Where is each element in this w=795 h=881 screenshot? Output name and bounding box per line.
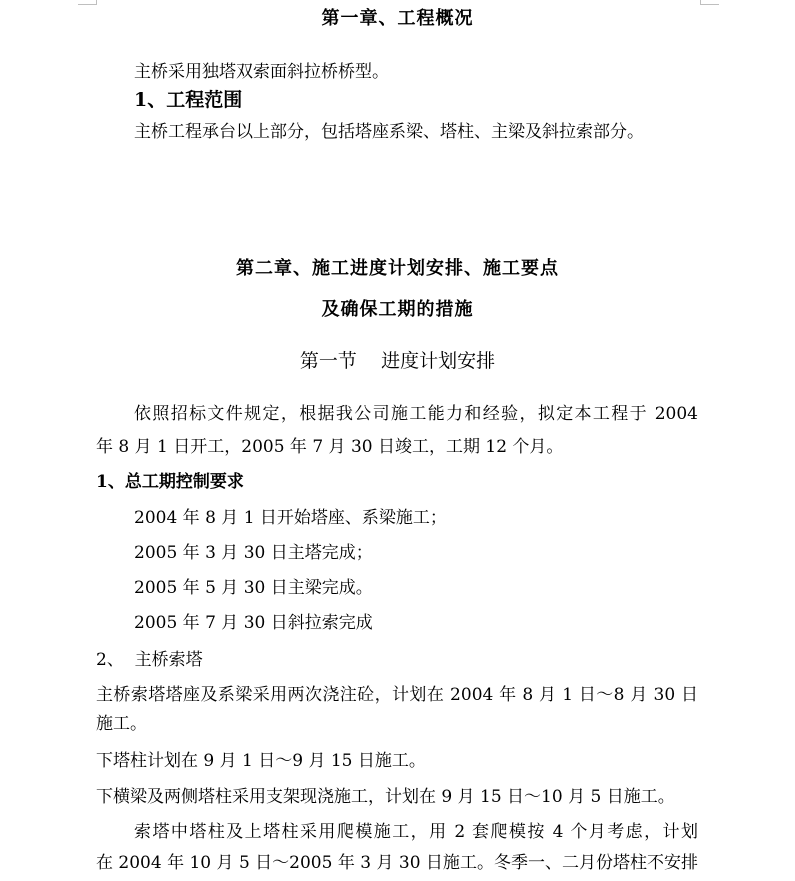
tower-line-5: 索塔中塔柱及上塔柱采用爬模施工，用 2 套爬模按 4 个月考虑，计划 bbox=[134, 822, 698, 842]
milestone-3: 2005 年 5 月 30 日主梁完成。 bbox=[134, 578, 373, 598]
tower-line-3: 下塔柱计划在 9 月 1 日～9 月 15 日施工。 bbox=[96, 751, 426, 771]
item-2-heading: 2、 主桥索塔 bbox=[96, 650, 203, 670]
milestone-1: 2004 年 8 月 1 日开始塔座、系梁施工； bbox=[134, 508, 447, 528]
page-corner-mark-right bbox=[700, 0, 719, 5]
milestone-2: 2005 年 3 月 30 日主塔完成； bbox=[134, 543, 373, 563]
para-1-line-2: 年 8 月 1 日开工，2005 年 7 月 30 日竣工，工期 12 个月。 bbox=[96, 437, 564, 457]
milestone-4: 2005 年 7 月 30 日斜拉索完成 bbox=[134, 613, 373, 633]
item-1-heading: 1、总工期控制要求 bbox=[96, 472, 244, 492]
tower-line-1: 主桥索塔塔座及系梁采用两次浇注砼，计划在 2004 年 8 月 1 日～8 月 30 日 bbox=[96, 685, 698, 705]
chapter-1-title: 第一章、工程概况 bbox=[321, 8, 474, 29]
chapter-2-title-line1: 第二章、施工进度计划安排、施工要点 bbox=[236, 258, 559, 279]
scope-heading: 1、工程范围 bbox=[134, 89, 243, 111]
section-1-title: 第一节 进度计划安排 bbox=[299, 350, 496, 372]
para-1-line-1: 依照招标文件规定，根据我公司施工能力和经验，拟定本工程于 2004 bbox=[134, 404, 698, 424]
page-corner-mark-left bbox=[78, 0, 97, 5]
scope-text: 主桥工程承台以上部分，包括塔座系梁、塔柱、主梁及斜拉索部分。 bbox=[134, 122, 644, 142]
tower-line-2: 施工。 bbox=[96, 714, 147, 734]
chapter-1-intro: 主桥采用独塔双索面斜拉桥桥型。 bbox=[134, 62, 389, 82]
tower-line-6: 在 2004 年 10 月 5 日～2005 年 3 月 30 日施工。冬季一、二月份塔柱不安排 bbox=[96, 853, 698, 873]
chapter-2-title-line2: 及确保工期的措施 bbox=[321, 299, 474, 320]
tower-line-4: 下横梁及两侧塔柱采用支架现浇施工，计划在 9 月 15 日～10 月 5 日施工。 bbox=[96, 787, 675, 807]
